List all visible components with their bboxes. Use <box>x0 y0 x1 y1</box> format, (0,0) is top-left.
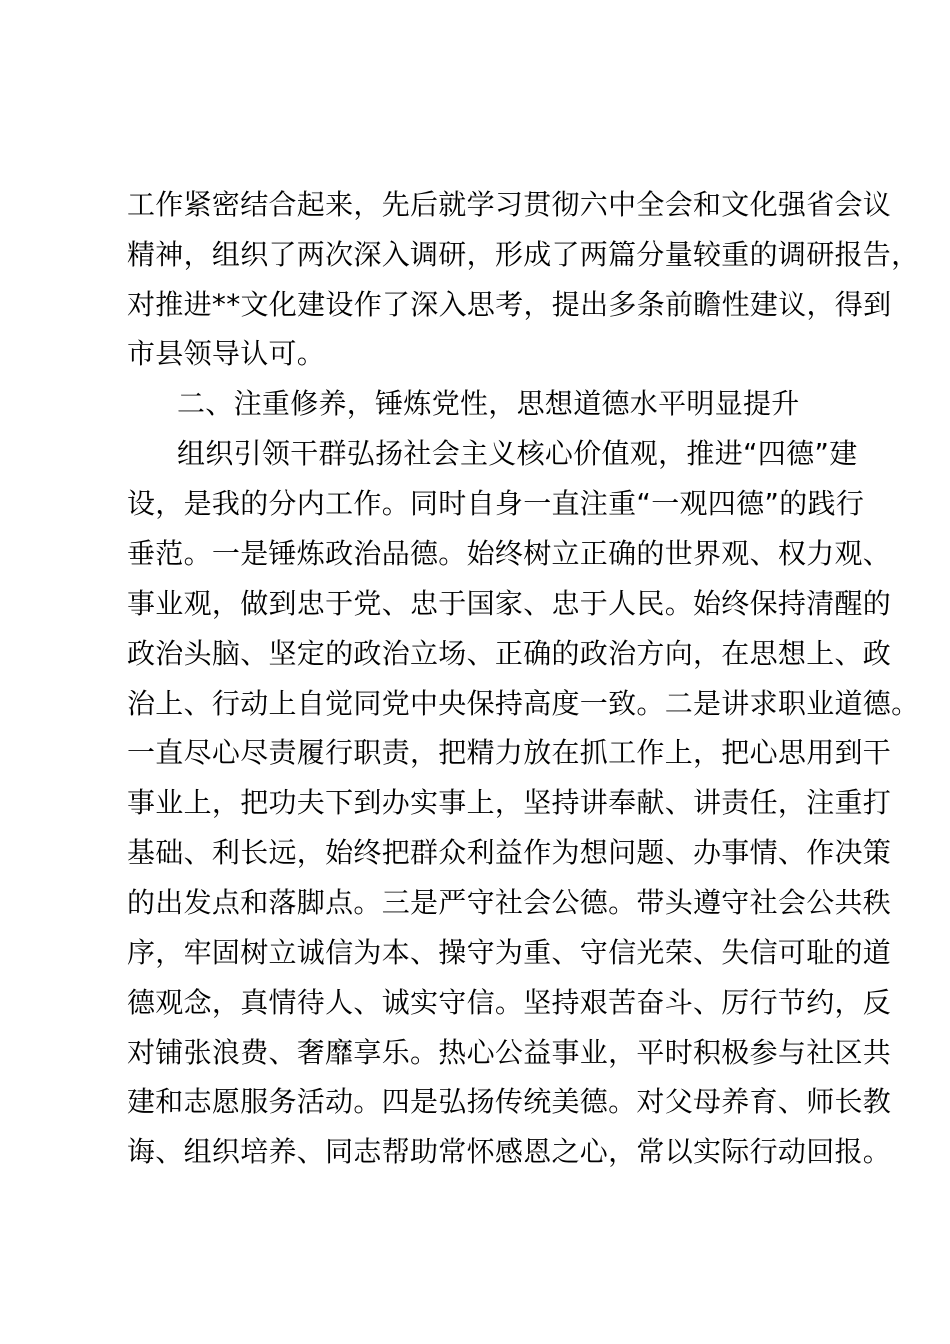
text-line: 德观念，真情待人、诚实守信。坚持艰苦奋斗、厉行节约，反 <box>127 986 892 1019</box>
text-line: 政治头脑、坚定的政治立场、正确的政治方向，在思想上、政 <box>127 637 892 670</box>
text-line: 垂范。一是锤炼政治品德。始终树立正确的世界观、权力观、 <box>127 537 892 570</box>
text-line: 工作紧密结合起来，先后就学习贯彻六中全会和文化强省会议 <box>127 188 892 221</box>
section-heading: 二、注重修养，锤炼党性，思想道德水平明显提升 <box>177 387 800 420</box>
text-line: 设，是我的分内工作。同时自身一直注重“一观四德”的践行 <box>127 487 865 520</box>
text-line: 市县领导认可。 <box>127 337 326 370</box>
text-line: 治上、行动上自觉同党中央保持高度一致。二是讲求职业道德。 <box>127 687 920 720</box>
text-line: 精神，组织了两次深入调研，形成了两篇分量较重的调研报告， <box>127 238 920 271</box>
text-line: 的出发点和落脚点。三是严守社会公德。带头遵守社会公共秩 <box>127 886 892 919</box>
text-line: 建和志愿服务活动。四是弘扬传统美德。对父母养育、师长教 <box>127 1085 892 1118</box>
text-line: 一直尽心尽责履行职责，把精力放在抓工作上，把心思用到干 <box>127 736 892 769</box>
text-line: 基础、利长远，始终把群众利益作为想问题、办事情、作决策 <box>127 836 892 869</box>
text-line: 组织引领干群弘扬社会主义核心价值观，推进“四德”建 <box>177 437 858 470</box>
text-line: 序，牢固树立诚信为本、操守为重、守信光荣、失信可耻的道 <box>127 936 892 969</box>
text-line: 对推进**文化建设作了深入思考，提出多条前瞻性建议，得到 <box>127 288 892 321</box>
text-line: 诲、组织培养、同志帮助常怀感恩之心，常以实际行动回报。 <box>127 1135 892 1168</box>
text-line: 对铺张浪费、奢靡享乐。热心公益事业，平时积极参与社区共 <box>127 1036 892 1069</box>
text-line: 事业上，把功夫下到办实事上，坚持讲奉献、讲责任，注重打 <box>127 786 892 819</box>
text-line: 事业观，做到忠于党、忠于国家、忠于人民。始终保持清醒的 <box>127 587 892 620</box>
